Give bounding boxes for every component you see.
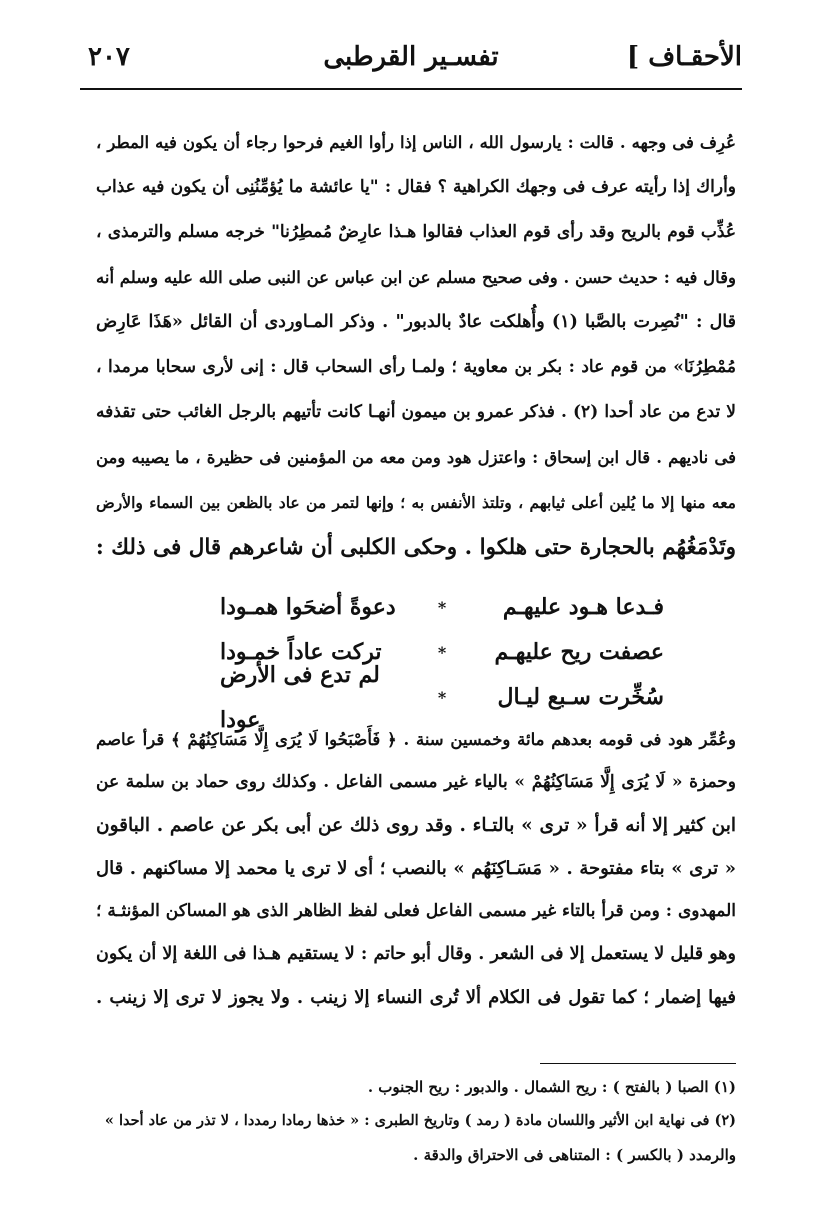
footnotes — [96, 1070, 736, 1172]
text-line: وتَدْمَغُهُم بالحجارة حتى هلكوا . وحكى الكلبى أن شاعرهم قال فى ذلك : — [96, 535, 736, 560]
verse-separator: * — [437, 643, 447, 662]
text-line: عُذِّب قوم بالريح وقد رأى قوم العذاب فقالوا هـذا عارِضٌ مُمطِرُنا" خرجه مسلم والترمذى ، — [96, 222, 736, 242]
text-line: « ترى » بتاء مفتوحة . « مَسَـاكِنَهُم » بالنصب ؛ أى لا ترى يا محمد إلا مساكنهم . قال — [96, 858, 736, 879]
poem-verse — [220, 661, 664, 733]
text-line: وأراك إذا رأيته عرف فى وجهك الكراهية ؟ فقال : "يا عائشة ما يُؤمِّنُنِى أن يكون فيه عذاب — [96, 177, 736, 197]
footnote-divider — [540, 1063, 736, 1064]
verse-separator: * — [437, 688, 447, 707]
text-line: فى ناديهم . قال ابن إسحاق : واعتزل هود ومن معه من المؤمنين فى حظيرة ، ما يصيبه ومن — [96, 448, 736, 467]
header-divider — [80, 88, 742, 90]
text-line: وقال فيه : حديث حسن . وفى صحيح مسلم عن ابن عباس عن النبى صلى الله عليه وسلم أنه — [96, 268, 736, 287]
text-line: ابن كثير إلا أنه قرأ « ترى » بالتـاء . وقد روى ذلك عن أبى بكر عن عاصم . الباقون — [96, 815, 736, 836]
text-line: وهو قليل لا يستعمل إلا فى الشعر . وقال أبو حاتم : لا يستقيم هـذا فى اللغة إلا أن يكون — [96, 944, 736, 964]
text-line: المهدوى : ومن قرأ بالتاء غير مسمى الفاعل فعلى لفظ الظاهر الذى هو المساكن المؤنثـة ؛ — [96, 901, 736, 921]
verse-second-hemistich: لم تدع فى الأرض عودا — [220, 661, 380, 733]
footnote: (٢) فى نهاية ابن الأثير واللسان مادة ( رمد ) وتاريخ الطبرى : « خذها رمادا رمددا ، لا تذر من عاد أحدا » — [104, 1112, 736, 1129]
verse-separator: * — [437, 598, 447, 617]
verse-second-hemistich: دعوةً أضحَوا همـودا — [220, 594, 396, 620]
book-title: تفسـير القرطبى — [323, 42, 499, 72]
text-line: قال : "نُصِرت بالصَّبا (١) وأُهلكت عادٌ بالدبور" . وذكر المـاوردى أن القائل «هَذَا عَارِض — [96, 312, 736, 332]
body-text-continued — [96, 718, 736, 1019]
poem — [220, 585, 664, 733]
verse-first-hemistich: فـدعا هـود عليهـم — [502, 594, 664, 620]
page-number: ٢٠٧ — [88, 42, 130, 72]
text-line: معه منها إلا ما يُلين أعلى ثيابهم ، وتلتذ الأنفس به ؛ وإنها لتمر من عاد بالظعن بين السماء والأرض — [96, 493, 736, 512]
text-line: عُرِف فى وجهه . قالت : يارسول الله ، الناس إذا رأوا الغيم فرحوا رجاء أن يكون فيه المطر ، — [96, 133, 736, 152]
text-line: فيها إضمار ؛ كما تقول فى الكلام ألا تُرى النساء إلا زينب . ولا يجوز لا ترى إلا زينب . — [96, 987, 736, 1008]
footnote-continuation: والرمدد ( بالكسر ) : المتناهى فى الاحتراق والدقة . — [413, 1146, 736, 1164]
text-line: وحمزة « لَا يُرَى إِلَّا مَسَاكِنُهُمْ » بالياء غير مسمى الفاعل . وكذلك روى حماد بن سلمة عن — [96, 772, 736, 792]
body-text — [96, 120, 736, 570]
footnote: (١) الصبا ( بالفتح ) : ريح الشمال . والدبور : ريح الجنوب . — [367, 1078, 736, 1096]
poem-verse — [220, 585, 664, 630]
page-header — [80, 40, 742, 80]
verse-first-hemistich: سُخِّرت سـبع ليـال — [497, 684, 664, 710]
text-line: لا تدع من عاد أحدا (٢) . فذكر عمرو بن ميمون أنهـا كانت تأتيهم بالرجل الغائب حتى تقذفه — [96, 402, 736, 422]
surah-name: الأحقـاف ] — [626, 42, 742, 72]
text-line: مُمْطِرُنَا» من قوم عاد : بكر بن معاوية ؛ ولمـا رأى السحاب قال : إنى لأرى سحابا مرمدا ، — [96, 357, 736, 377]
verse-first-hemistich: عصفت ريح عليهـم — [494, 639, 664, 665]
text-line: وعُمِّر هود فى قومه بعدهم مائة وخمسين سنة . ﴿ فَأَصْبَحُوا لَا يُرَى إِلَّا مَسَاكِنُهُمْ ﴾ قرأ عاصم — [96, 730, 736, 749]
verse-second-hemistich: تركت عاداً خمـودا — [220, 639, 382, 665]
